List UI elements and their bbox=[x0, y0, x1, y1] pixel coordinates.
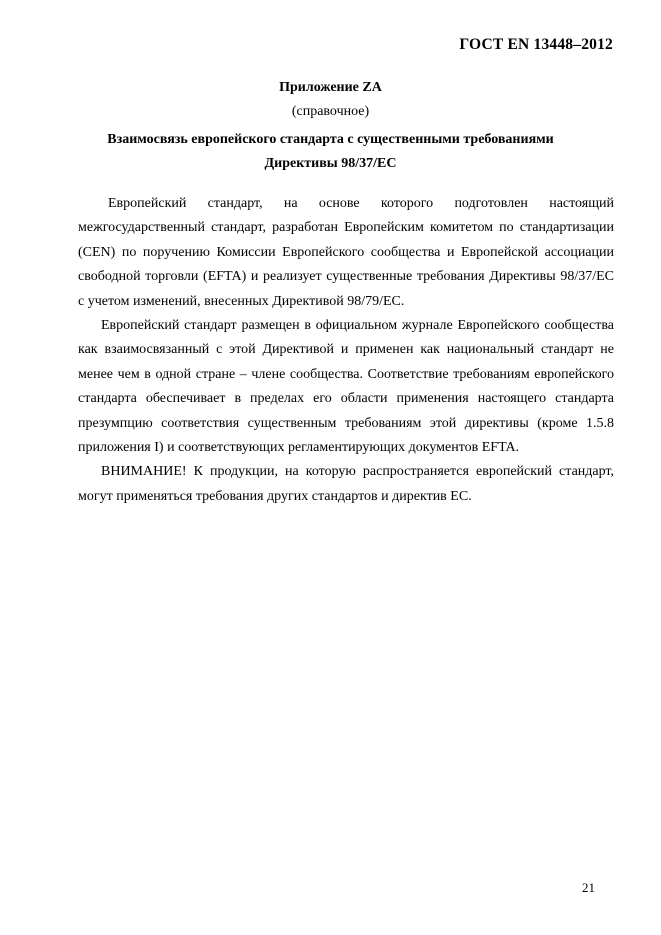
annex-heading-line1: Взаимосвязь европейского стандарта с существенными требованиями bbox=[107, 132, 554, 147]
annex-body bbox=[78, 192, 614, 509]
annex-subtitle: (справочное) bbox=[291, 104, 370, 119]
standard-code: ГОСТ EN 13448–2012 bbox=[459, 36, 613, 53]
paragraph-3: ВНИМАНИЕ! К продукции, на которую распространяется европейский стандарт, могут применяться требования других стандартов и директив ЕС. bbox=[78, 464, 614, 504]
annex-heading bbox=[60, 128, 601, 176]
page-number: 21 bbox=[582, 880, 595, 895]
paragraph-1: Европейский стандарт, на основе которого подготовлен настоящий межгосударственный стандарт, разработан Европейским комитетом по стандартизации (CEN) по поручению Комиссии Европейского сообщества и Европейской ассоциации свободной торговли (EFTA) и реализует существенные требования Директивы 98/37/ЕС с учетом изменений, внесенных Директивой 98/79/ЕС. bbox=[78, 196, 614, 309]
annex-heading-line2: Директивы 98/37/ЕС bbox=[264, 156, 397, 171]
annex-title: Приложение ZA bbox=[279, 80, 382, 95]
paragraph-2: Европейский стандарт размещен в официальном журнале Европейского сообщества как взаимосвязанный с этой Директивой и применен как национальный стандарт не менее чем в одной стране – члене сообщества. Соответствие требованиям европейского стандарта обеспечивает в пределах его области применения настоящего стандарта презумпцию соответствия существенным требованиям этой директивы (кроме 1.5.8 приложения I) и соответствующих регламентирующих документов EFTA. bbox=[78, 318, 614, 456]
